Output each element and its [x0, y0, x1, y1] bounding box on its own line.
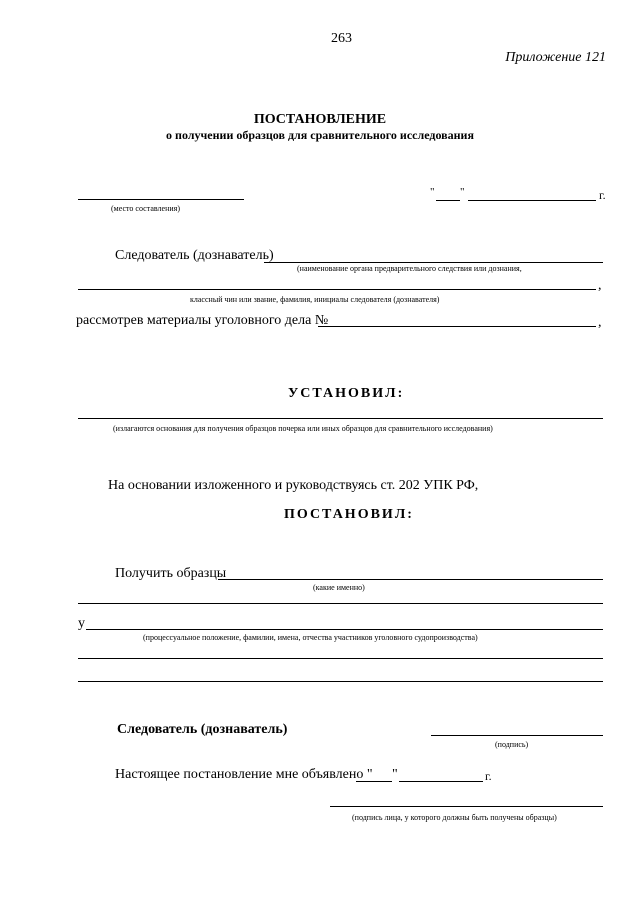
place-field[interactable] [78, 199, 244, 200]
participant-caption: (процессуальное положение, фамилии, имена, отчества участников уголовного судопроизводства) [143, 633, 478, 642]
date-quote-close: " [460, 186, 465, 198]
participant-field[interactable] [86, 629, 603, 630]
signature-caption: (подпись) [495, 740, 529, 749]
page-number: 263 [331, 31, 352, 46]
participant-continued-field-2[interactable] [78, 681, 603, 682]
investigator-field[interactable] [264, 262, 603, 263]
announced-text: Настоящее постановление мне объявлено " [115, 767, 373, 782]
announced-year-suffix: г. [485, 769, 492, 783]
grounds-caption: (излагаются основания для получения образцов почерка или иных образцов для сравнительного исследования) [113, 424, 493, 433]
investigator-rank-field[interactable] [78, 289, 596, 290]
investigator-label: Следователь (дознаватель) [115, 248, 274, 263]
signature-field[interactable] [431, 735, 603, 736]
person-signature-field[interactable] [330, 806, 603, 807]
announced-month-year-field[interactable] [399, 781, 483, 782]
appendix-label: Приложение 121 [505, 50, 606, 65]
place-caption: (место составления) [111, 204, 180, 213]
participant-continued-field-1[interactable] [78, 658, 603, 659]
person-signature-caption: (подпись лица, у которого должны быть получены образцы) [352, 813, 557, 822]
basis-text: На основании изложенного и руководствуясь ст. 202 УПК РФ, [108, 478, 479, 493]
rank-caption: классный чин или звание, фамилия, инициалы следователя (дознавателя) [190, 295, 440, 304]
date-day-field[interactable] [436, 200, 460, 201]
grounds-field[interactable] [78, 418, 603, 419]
established-heading: УСТАНОВИЛ: [288, 386, 405, 401]
document-subtitle: о получении образцов для сравнительного исследования [166, 128, 474, 142]
comma-1: , [598, 278, 602, 293]
date-quote-open: " [430, 186, 435, 198]
case-number-field[interactable] [318, 326, 596, 327]
comma-2: , [598, 315, 602, 330]
announced-day-field[interactable] [356, 781, 392, 782]
reviewed-label: рассмотрев материалы уголовного дела № [76, 313, 329, 328]
samples-field[interactable] [218, 579, 603, 580]
from-label: у [78, 616, 85, 631]
samples-continued-field[interactable] [78, 603, 603, 604]
date-month-year-field[interactable] [468, 200, 596, 201]
agency-caption: (наименование органа предварительного следствия или дознания, [297, 264, 522, 273]
obtain-label: Получить образцы [115, 566, 227, 581]
resolved-heading: ПОСТАНОВИЛ: [284, 507, 414, 522]
date-year-suffix: г. [599, 188, 606, 202]
which-caption: (какие именно) [313, 583, 365, 592]
announced-quote-close: " [392, 767, 398, 782]
signature-label: Следователь (дознаватель) [117, 722, 288, 737]
document-title: ПОСТАНОВЛЕНИЕ [253, 112, 387, 127]
